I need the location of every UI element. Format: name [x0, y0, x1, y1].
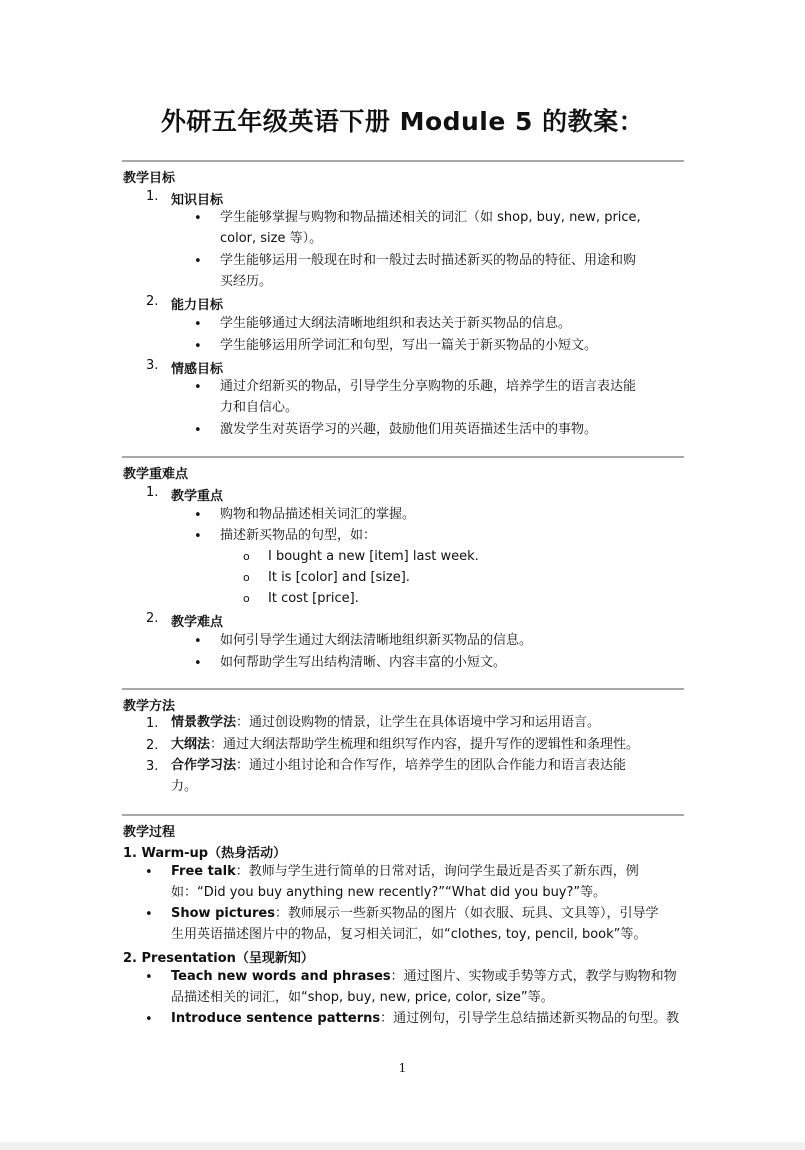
- list-item: 合作学习法：通过小组讨论和合作写作，培养学生的团队合作能力和语言表达能 力。: [171, 758, 627, 794]
- example-sentence: It cost [price].: [268, 591, 359, 606]
- list-label: 知识目标: [171, 193, 224, 208]
- section-divider: [122, 814, 684, 816]
- bullet-icon: •: [194, 634, 202, 649]
- bullet-icon: •: [145, 970, 153, 985]
- section-divider: [122, 160, 684, 162]
- list-item: 如何引导学生通过大纲法清晰地组织新买物品的信息。: [220, 633, 533, 648]
- page-number: 1: [398, 1061, 407, 1075]
- list-item: Introduce sentence patterns：通过例句，引导学生总结描述新买物品的句型。教: [171, 1011, 680, 1026]
- example-sentence: It is [color] and [size].: [268, 570, 410, 585]
- document-title: 外研五年级英语下册 Module 5 的教案：: [160, 107, 645, 136]
- list-label: 能力目标: [171, 298, 224, 313]
- bullet-icon: •: [194, 508, 202, 523]
- bullet-icon: •: [194, 317, 202, 332]
- bullet-icon: •: [194, 656, 202, 671]
- section-heading-process: 教学过程: [123, 825, 176, 840]
- list-item: 学生能够运用所学词汇和句型，写出一篇关于新买物品的小短文。: [220, 338, 598, 353]
- list-item: Free talk：教师与学生进行简单的日常对话，询问学生最近是否买了新东西，例 如：“Did you buy anything new recently?”“What did you buy?”等。: [171, 864, 639, 900]
- list-number: 3.: [146, 358, 159, 373]
- list-label: 教学重点: [171, 489, 224, 504]
- step-heading: 1. Warm-up（热身活动）: [123, 846, 287, 861]
- list-item: 通过介绍新买的物品，引导学生分享购物的乐趣，培养学生的语言表达能 力和自信心。: [220, 379, 637, 415]
- circle-bullet-icon: o: [243, 571, 250, 584]
- list-item: 情景教学法：通过创设购物的情景，让学生在具体语境中学习和运用语言。: [171, 715, 601, 730]
- section-heading-methods: 教学方法: [123, 699, 176, 714]
- list-number: 2.: [146, 738, 159, 753]
- bullet-icon: •: [194, 339, 202, 354]
- bullet-icon: •: [194, 254, 202, 269]
- bullet-icon: •: [194, 211, 202, 226]
- circle-bullet-icon: o: [243, 550, 250, 563]
- list-number: 1.: [146, 485, 159, 500]
- bullet-icon: •: [145, 907, 153, 922]
- section-heading-objectives: 教学目标: [123, 171, 176, 186]
- list-item: 激发学生对英语学习的兴趣，鼓励他们用英语描述生活中的事物。: [220, 422, 598, 437]
- list-item: 学生能够运用一般现在时和一般过去时描述新买的物品的特征、用途和购 买经历。: [220, 253, 637, 289]
- list-number: 1.: [146, 189, 159, 204]
- list-item: 购物和物品描述相关词汇的掌握。: [220, 507, 416, 522]
- section-heading-key-points: 教学重难点: [123, 467, 189, 482]
- list-item: Show pictures：教师展示一些新买物品的图片（如衣服、玩具、文具等），引导学 生用英语描述图片中的物品，复习相关词汇，如“clothes, toy, pencil, book”等。: [171, 906, 659, 942]
- bullet-icon: •: [194, 529, 202, 544]
- bullet-icon: •: [145, 1012, 153, 1027]
- bullet-icon: •: [145, 865, 153, 880]
- bullet-icon: •: [194, 423, 202, 438]
- section-divider: [122, 456, 684, 458]
- list-number: 2.: [146, 294, 159, 309]
- example-sentence: I bought a new [item] last week.: [268, 549, 479, 564]
- list-number: 3.: [146, 759, 159, 774]
- list-item: Teach new words and phrases：通过图片、实物或手势等方式，教学与购物和物 品描述相关的词汇，如“shop, buy, new, price, color, size”等。: [171, 969, 677, 1005]
- list-item: 如何帮助学生写出结构清晰、内容丰富的小短文。: [220, 655, 507, 670]
- section-divider: [122, 688, 684, 690]
- list-item: 学生能够通过大纲法清晰地组织和表达关于新买物品的信息。: [220, 316, 572, 331]
- list-number: 2.: [146, 611, 159, 626]
- list-item: 大纲法：通过大纲法帮助学生梳理和组织写作内容，提升写作的逻辑性和条理性。: [171, 737, 640, 752]
- list-number: 1.: [146, 716, 159, 731]
- list-label: 情感目标: [171, 362, 224, 377]
- list-item: 学生能够掌握与购物和物品描述相关的词汇（如 shop, buy, new, price, color, size 等）。: [220, 210, 641, 246]
- bullet-icon: •: [194, 380, 202, 395]
- list-label: 教学难点: [171, 615, 224, 630]
- step-heading: 2. Presentation（呈现新知）: [123, 951, 314, 966]
- list-item: 描述新买物品的句型，如：: [220, 528, 377, 543]
- circle-bullet-icon: o: [243, 592, 250, 605]
